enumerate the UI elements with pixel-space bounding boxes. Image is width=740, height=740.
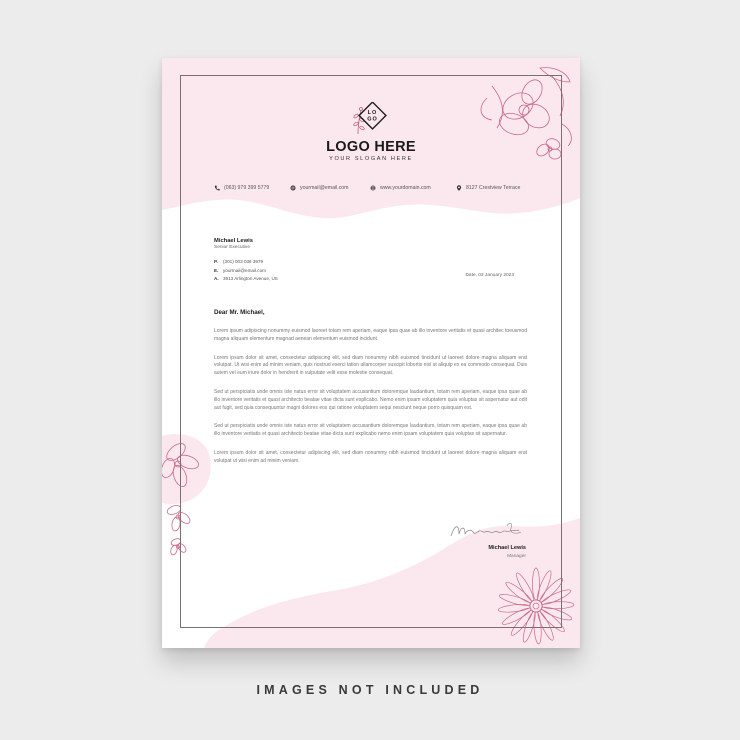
logo-word-line2: GO: [367, 116, 378, 123]
signatory-name: Michael Lewis: [488, 545, 526, 551]
salutation: Dear Mr. Michael,: [214, 309, 265, 316]
contact-address: [456, 185, 520, 191]
location-pin-icon: [456, 185, 462, 191]
contact-address-text: 8127 Crestview Terrace: [466, 185, 521, 191]
letter-date: Date, 03 January 2023: [465, 273, 514, 278]
contact-phone-text: (063) 979 399 5779: [224, 185, 270, 191]
body-paragraph-5: Lorem ipsum dolor sit amet, consectetur adipiscing elit, sed diam nonummy nibh euismod tincidunt ut laoreet dolore magna aliquam erat volutpat ut wisi enim ad minim veniam.: [214, 449, 527, 464]
sender-phone-line: [214, 258, 278, 267]
svg-text:@: @: [291, 186, 295, 191]
logo-word-line1: LO: [367, 110, 378, 116]
sender-address: 3913 Arlington Avenue, US: [223, 276, 278, 282]
sender-name: Michael Lewis: [214, 238, 253, 244]
logo-mark: [348, 102, 392, 138]
letterhead-page: [162, 58, 580, 648]
body-paragraph-4: Sed ut perspiciatis unde omnis iste natus error sit voluptatem accusantium doloremque laudantium, totam rem aperiam, eaque ipsa quae ab illo inventore veritatis et quasi architecto beatae vitae dicta sunt explicabo nemo enim ipsam voluptatem quia voluptas sit aspernatur.: [214, 423, 527, 438]
handwritten-signature: [447, 520, 527, 542]
contact-website: [370, 185, 431, 191]
sender-email-line: [214, 267, 278, 276]
body-paragraph-2: Lorem ipsum dolor sit amet, consectetur adipiscing elit, sed diam nonummy nibh euismod tincidunt ut laoreet dolore magna aliquam erat volutpat. Ut wisi enim ad minim veniam, quis nostrud exerci tation ullamcorper suscipit lobortis nisl ut aliquip ex ea commodo consequat. Duis autem vel eum iriure dolor in hendrerit in vulputate velit esse molestie consequat.: [214, 354, 527, 377]
phone-icon: [214, 185, 220, 191]
sender-contact-lines: [214, 258, 278, 284]
contact-phone: [214, 185, 269, 191]
logo-title: LOGO HERE: [326, 139, 416, 155]
sender-email-label: E.: [214, 267, 219, 273]
globe-icon: [370, 185, 376, 191]
body-paragraph-1: Lorem ipsum adipiscing nonummy euismod laoreet totam rem aperiam, eaque ipsa quae ab illo inventore veritatis et quasi architec toeusmod magna aliquam elementum magnad aenean elementum euismod incidunt.: [214, 328, 527, 342]
sender-address-label: A.: [214, 276, 219, 282]
sender-phone-label: P.: [214, 259, 218, 264]
sender-email[interactable]: yourmail@email.com: [223, 267, 266, 273]
sender-address-line: [214, 275, 278, 284]
body-paragraph-3: Sed ut perspiciatis unde omnis iste natus error sit voluptatem accusantium doloremque laudantium, totam rem aperiam, eaque ipsa quae ab illo inventore veritatis et quasi architecto beatae vitae dicta sunt explicabo. Nemo enim ipsam voluptatem quia voluptas sit aspernatur aut odit aut fugit, sed quia consequuntur magni dolores eos qui ratione voluptatem sequi nesciunt neque porro quisquam est.: [214, 388, 527, 411]
email-icon: [290, 185, 296, 191]
sender-block: [214, 238, 253, 250]
images-not-included-note: IMAGES NOT INCLUDED: [256, 683, 484, 697]
sender-title: Senior Executive: [214, 245, 250, 250]
logo-slogan: YOUR SLOGAN HERE: [329, 156, 413, 162]
contact-website-text[interactable]: www.yourdomain.com: [380, 185, 431, 191]
letter-body: [214, 328, 527, 477]
contact-email-text[interactable]: yourmail@email.com: [300, 185, 349, 191]
contact-email: [290, 185, 349, 191]
signatory-role: Manager: [507, 554, 526, 559]
sender-phone: (301) 003 036 3979: [223, 259, 264, 264]
